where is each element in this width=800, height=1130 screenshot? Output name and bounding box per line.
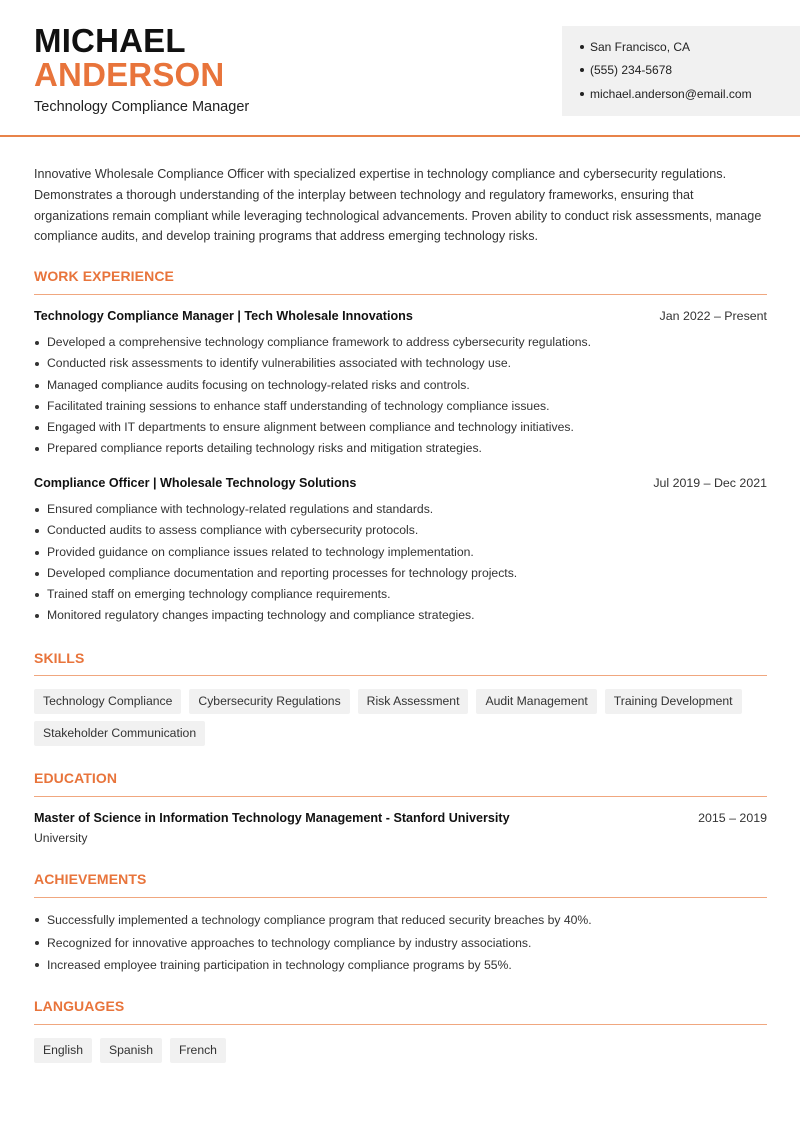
contact-email[interactable] [580,87,752,101]
list-item: Developed a comprehensive technology compliance framework to address cybersecurity regulations. [34,332,767,353]
list-item: Increased employee training participation in technology compliance programs by 55%. [34,954,767,977]
skill-chip: Stakeholder Communication [34,721,205,746]
education-degree: Master of Science in Information Technology Management - Stanford University [34,811,510,825]
list-item: Facilitated training sessions to enhance staff understanding of technology compliance issues. [34,396,767,417]
list-item: Prepared compliance reports detailing technology risks and mitigation strategies. [34,438,767,459]
job-title: Technology Compliance Manager [34,99,250,115]
phone-text: (555) 234-5678 [590,63,673,77]
section-divider [34,1024,767,1025]
skill-chip: Risk Assessment [358,689,469,714]
skill-chip: Cybersecurity Regulations [189,689,349,714]
summary-paragraph: Innovative Wholesale Compliance Officer with specialized expertise in technology compliance and cybersecurity regulations. Demonstrates a thorough understanding of the interplay between technology and regulatory frameworks, ensuring that organizations remain compliant while leveraging technological advancements. Proven ability to conduct risk assessments, manage compliance audits, and develop training programs that address emerging technology risks. [34,167,762,244]
section-title-work: WORK EXPERIENCE [34,268,174,284]
education-years: 2015 – 2019 [698,811,767,825]
list-item: Monitored regulatory changes impacting technology and compliance strategies. [34,605,767,626]
language-chip: French [170,1038,226,1063]
job-title-company: Compliance Officer | Wholesale Technology Solutions [34,476,357,490]
skill-chip: Audit Management [476,689,596,714]
last-name: ANDERSON [34,56,225,93]
list-item: Ensured compliance with technology-related regulations and standards. [34,499,767,520]
section-title-education: EDUCATION [34,770,118,786]
skill-chip: Technology Compliance [34,689,181,714]
contact-box [562,26,800,116]
section-divider [34,796,767,797]
skill-chip: Training Development [605,689,742,714]
list-item: Trained staff on emerging technology compliance requirements. [34,584,767,605]
job-title-company: Technology Compliance Manager | Tech Wholesale Innovations [34,309,413,323]
section-title-skills: SKILLS [34,650,85,666]
job-header [34,309,767,323]
job-bullets [34,332,767,460]
contact-phone [580,63,672,77]
resume-header [0,0,800,137]
list-item: Provided guidance on compliance issues related to technology implementation. [34,542,767,563]
list-item: Developed compliance documentation and reporting processes for technology projects. [34,563,767,584]
language-chip: English [34,1038,92,1063]
job-dates: Jul 2019 – Dec 2021 [653,476,767,490]
job-dates: Jan 2022 – Present [659,309,767,323]
language-chip: Spanish [100,1038,162,1063]
email-link[interactable]: michael.anderson@email.com [590,87,752,101]
list-item: Engaged with IT departments to ensure alignment between compliance and technology initiatives. [34,417,767,438]
section-divider [34,897,767,898]
achievements-list [34,909,767,977]
bullet-icon [580,92,584,96]
section-divider [34,675,767,676]
contact-location [580,40,690,54]
job-header [34,476,767,490]
list-item: Recognized for innovative approaches to technology compliance by industry associations. [34,932,767,955]
languages-list [34,1038,767,1070]
list-item: Conducted risk assessments to identify vulnerabilities associated with technology use. [34,353,767,374]
skills-list [34,689,767,753]
section-divider [34,294,767,295]
list-item: Successfully implemented a technology compliance program that reduced security breaches by 40%. [34,909,767,932]
list-item: Conducted audits to assess compliance with cybersecurity protocols. [34,520,767,541]
bullet-icon [580,68,584,72]
education-institution: University [34,831,88,845]
job-bullets [34,499,767,627]
first-name: MICHAEL [34,22,186,59]
location-text: San Francisco, CA [590,40,691,54]
bullet-icon [580,45,584,49]
list-item: Managed compliance audits focusing on technology-related risks and controls. [34,375,767,396]
section-title-achievements: ACHIEVEMENTS [34,871,147,887]
section-title-languages: LANGUAGES [34,998,125,1014]
